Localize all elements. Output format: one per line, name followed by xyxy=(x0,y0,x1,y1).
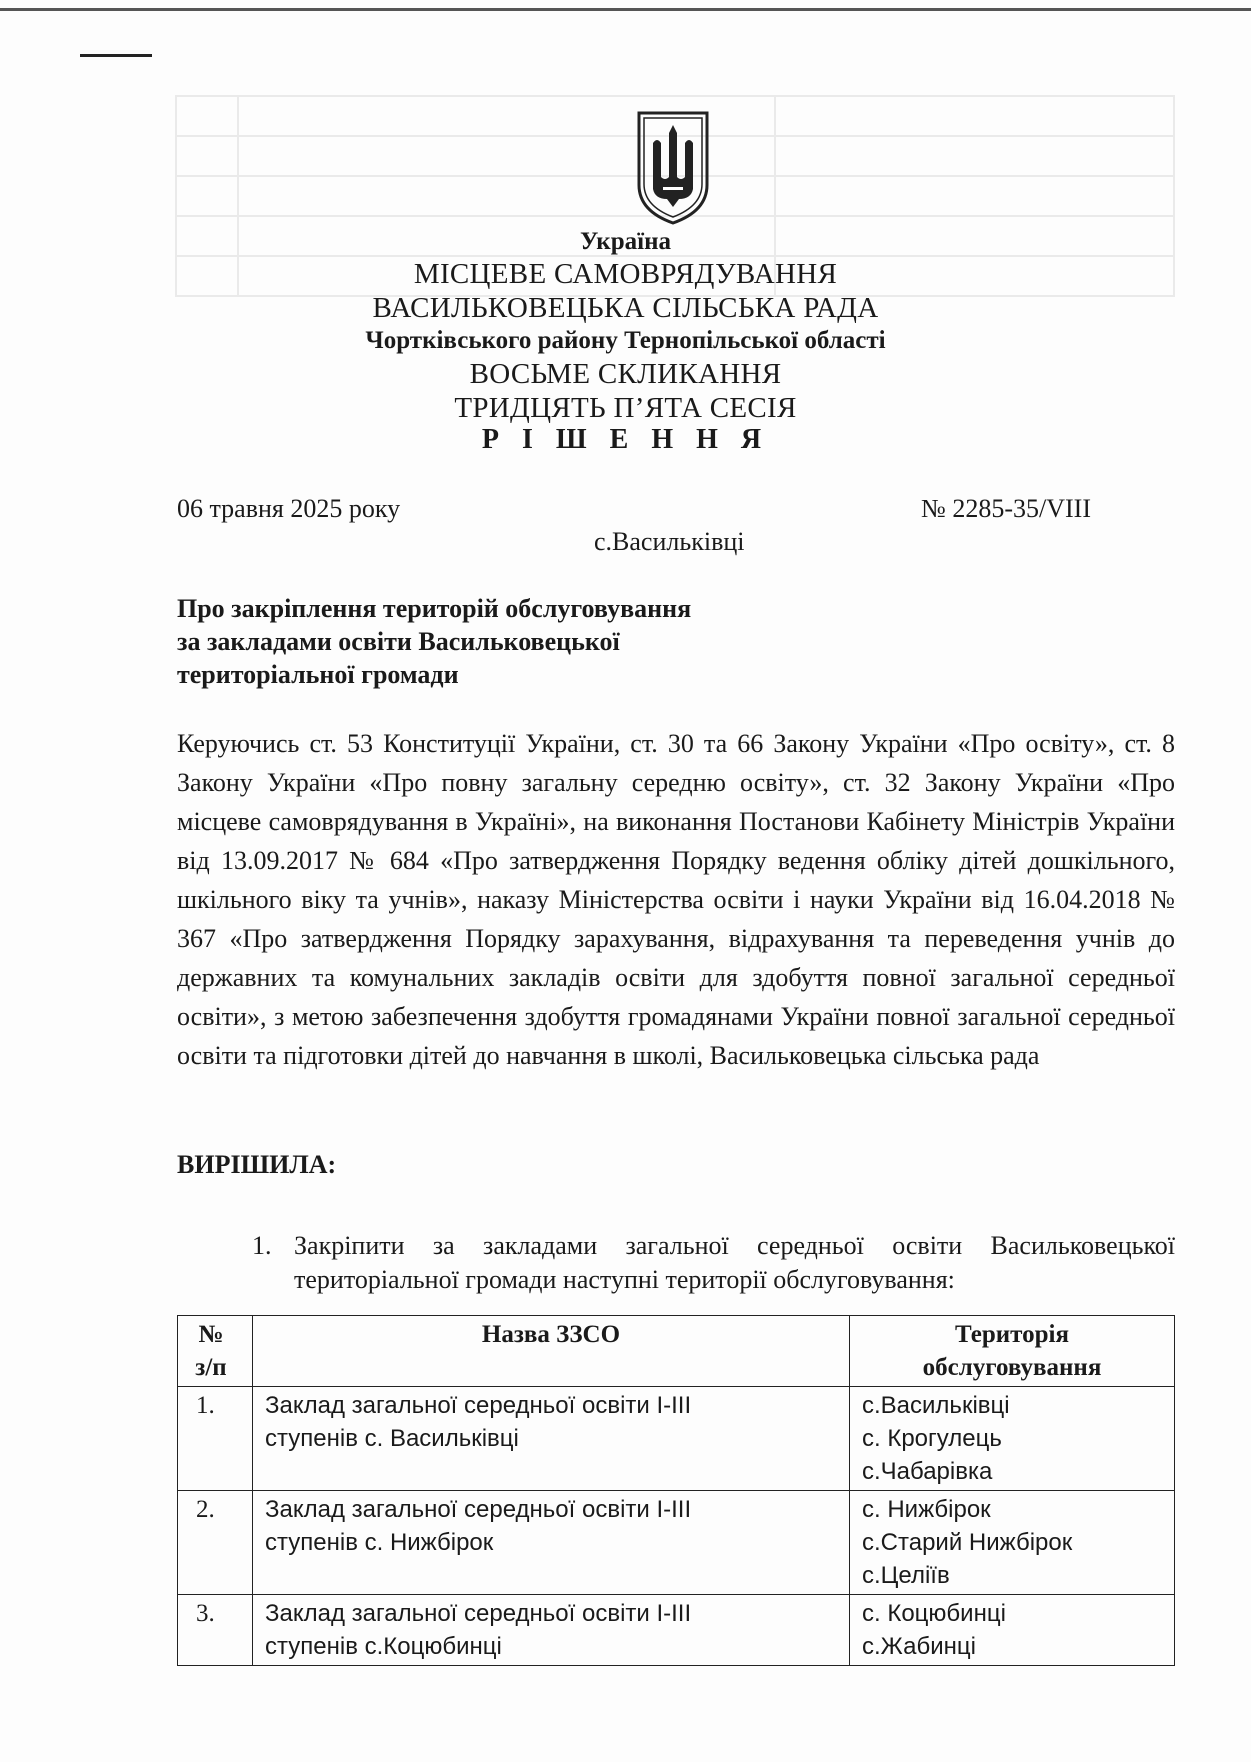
school-name: Заклад загальної середньої освіти І-ІІІ ступенів с.Коцюбинці xyxy=(253,1595,850,1666)
col-territory-header: Територія обслуговування xyxy=(850,1316,1175,1387)
decision-place: с.Васильківці xyxy=(594,527,745,556)
council-name: ВАСИЛЬКОВЕЦЬКА СІЛЬСЬКА РАДА xyxy=(372,292,879,324)
resolved-heading: ВИРІШИЛА: xyxy=(177,1150,337,1179)
title-line: територіальної громади xyxy=(177,660,459,689)
title-line: за закладами освіти Васильковецької xyxy=(177,627,620,656)
item-text: Закріпити за закладами загальної середньої освіти Васильковецької територіальної громади наступні території обслуговування: xyxy=(294,1231,1175,1294)
document-type: Р І Ш Е Н Н Я xyxy=(481,424,770,455)
convocation: ВОСЬМЕ СКЛИКАННЯ xyxy=(469,358,782,390)
corner-mark xyxy=(80,54,152,57)
item-number: 1. xyxy=(252,1231,272,1260)
decision-number: № 2285-35/VIII xyxy=(921,494,1091,523)
row-number: 2. xyxy=(178,1491,253,1595)
document-header xyxy=(0,227,1251,455)
list-item xyxy=(252,1229,1175,1297)
school-name: Заклад загальної середньої освіти І-ІІІ ступенів с. Васильківці xyxy=(253,1387,850,1491)
country-name: Україна xyxy=(580,228,671,255)
school-name: Заклад загальної середньої освіти І-ІІІ ступенів с. Нижбірок xyxy=(253,1491,850,1595)
header-line: МІСЦЕВЕ САМОВРЯДУВАННЯ xyxy=(413,258,838,290)
district-name: Чортківського району Тернопільської області xyxy=(365,327,886,354)
row-number: 3. xyxy=(178,1595,253,1666)
table-row xyxy=(178,1491,1175,1595)
col-name-header: Назва ЗЗСО xyxy=(253,1316,850,1387)
table-header-row xyxy=(178,1316,1175,1387)
schools-table xyxy=(177,1315,1175,1666)
preamble-paragraph: Керуючись ст. 53 Конституції України, ст. 30 та 66 Закону України «Про освіту», ст. 8 Закону України «Про повну загальну середню освіту», ст. 32 Закону України «Про місцеве самоврядування в Україні», на виконання Постанови Кабінету Міністрів України від 13.09.2017 № 684 «Про затвердження Порядку ведення обліку дітей дошкільного, шкільного віку та учнів», наказу Міністерства освіти і науки України від 16.04.2018 № 367 «Про затвердження Порядку зарахування, відрахування та переведення учнів до державних та комунальних закладів освіти для здобуття повної загальної середньої освіти», з метою забезпечення здобуття громадянами України повної загальної середньої освіти та підготовки дітей до навчання в школі, Васильковецька сільська рада xyxy=(177,729,1175,1070)
table-row xyxy=(178,1387,1175,1491)
decision-date: 06 травня 2025 року xyxy=(177,494,401,523)
title-line: Про закріплення територій обслуговування xyxy=(177,594,692,623)
row-number: 1. xyxy=(178,1387,253,1491)
trident-emblem-icon xyxy=(633,107,713,227)
table-row xyxy=(178,1595,1175,1666)
col-number-header: № з/п xyxy=(178,1316,253,1387)
decision-title xyxy=(177,592,691,691)
territory-list: с.Васильківці с. Крогулець с.Чабарівка xyxy=(850,1387,1175,1491)
scan-top-edge xyxy=(0,8,1251,11)
session: ТРИДЦЯТЬ П’ЯТА СЕСІЯ xyxy=(454,392,797,424)
territory-list: с. Нижбірок с.Старий Нижбірок с.Целіїв xyxy=(850,1491,1175,1595)
territory-list: с. Коцюбинці с.Жабинці xyxy=(850,1595,1175,1666)
